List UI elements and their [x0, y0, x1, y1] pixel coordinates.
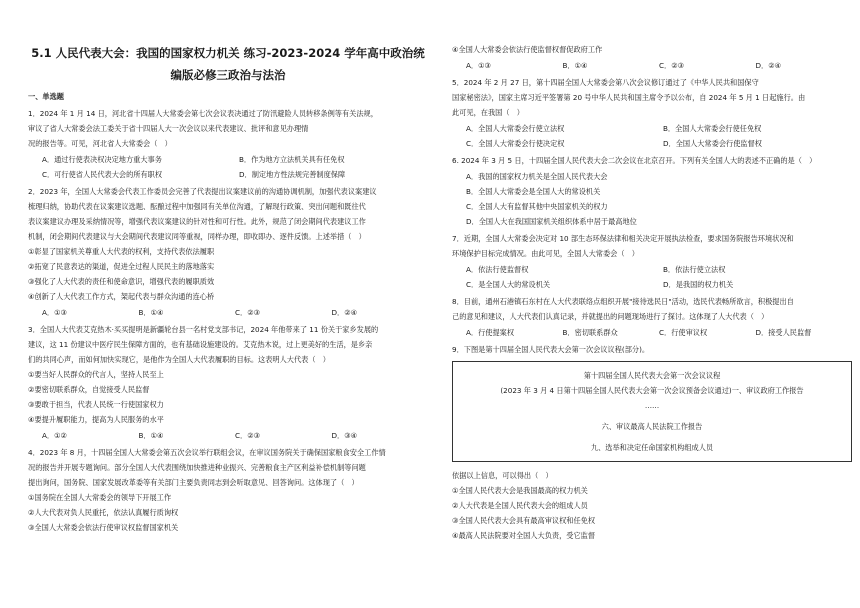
statement: ②拓宽了民意表达的渠道，促进全过程人民民主的落地落实: [28, 262, 215, 271]
question-text-line: 况的报告等。可见，河北省人大常委会（ ）: [28, 139, 172, 148]
question-text-line: 提出询问，国务院、国家发展改革委等有关部门主要负责同志到会听取意见、回答询问。这体现了（ ）: [28, 478, 359, 487]
statement: ①要当好人民群众的代言人，坚持人民至上: [28, 370, 164, 379]
option-a[interactable]: A．通过行使表决权决定地方重大事务: [42, 155, 162, 164]
question-7: [452, 231, 852, 292]
agenda-subheading: (2023 年 3 月 4 日第十四届全国人民代表大会第一次会议预备会议通过)一、审议政府工作报告: [500, 386, 804, 395]
statement-list: [452, 483, 852, 543]
question-text-line: 机制，闭会期间代表建议与大会期间代表建议同等重视，同样办理，即收即办、逐件反馈。上述举措（ ）: [28, 232, 366, 241]
option-d[interactable]: D．②④: [755, 61, 782, 70]
question-text-line: 9．下图是第十四届全国人民代表大会第一次会议议程(部分)。: [452, 345, 650, 354]
question-text-line: 表议案建议办理及采纳情况等，增强代表议案建议的针对性和可行性。此外，规范了闭会期间代表建议工作: [28, 217, 366, 226]
question-text-line: 国家秘密法》，国家主席习近平签署第 20 号中华人民共和国主席令予以公布，自 2024 年 5 月 1 日起施行。由: [452, 93, 806, 102]
answer-options: [466, 58, 852, 73]
option-a[interactable]: A．①③: [42, 308, 67, 317]
question-9: [452, 342, 852, 543]
option-c[interactable]: C．可行使省人民代表大会的所有职权: [42, 170, 163, 179]
question-text-line: 环境保护目标完成情况。由此可见，全国人大常委会（ ）: [452, 249, 639, 258]
agenda-heading: 第十四届全国人民代表大会第一次会议议程: [583, 371, 721, 380]
question-text-line: 4．2023 年 8 月，十四届全国人大常委会第五次会议举行联组会议，在审议国务院关于确保国家粮食安全工作情: [28, 448, 386, 457]
agenda-item: 九、选举和决定任命国家机构组成人员: [590, 443, 714, 452]
statement: ①彰显了国家机关尊重人大代表的权利，支持代表依法履职: [28, 247, 215, 256]
statement: ①国务院在全国人大常委会的领导下开展工作: [28, 493, 172, 502]
option-a[interactable]: A．全国人大常委会行使立法权: [466, 124, 565, 133]
question-text-line: 6. 2024 年 3 月 5 日，十四届全国人民代表大会二次会议在北京召开。下列有关全国人大的表述不正确的是（ ）: [452, 156, 817, 165]
option-a[interactable]: A．①③: [466, 61, 491, 70]
answer-options: [466, 262, 852, 292]
question-text-line: 况的报告并开展专题询问。部分全国人大代表围绕加快推进种业振兴、完善粮食主产区利益补偿机制等问题: [28, 463, 366, 472]
option-c[interactable]: C．是全国人大的常设机关: [466, 280, 551, 289]
option-b[interactable]: B．①④: [562, 61, 588, 70]
option-d[interactable]: D．③④: [331, 431, 358, 440]
option-b[interactable]: B．依法行使立法权: [663, 265, 726, 274]
option-c[interactable]: C．②③: [235, 431, 261, 440]
option-b[interactable]: B．密切联系群众: [562, 328, 618, 337]
question-text-line: 8．目前，通州石港镇石东村在人大代表联络点组织开展"接待选民日"活动，选民代表畅所欲言，积极提出自: [452, 297, 794, 306]
statement: ③强化了人大代表的责任和使命意识，增强代表的履职质效: [28, 277, 215, 286]
question-text-line: 此可见，在我国（ ）: [452, 108, 524, 117]
question-text-line: 3．全国人大代表艾克热木·买买提明是新疆轮台县一名村党支部书记，2024 年他带来了 11 份关于家乡发展的: [28, 325, 379, 334]
statement: ④创新了人大代表工作方式，架起代表与群众沟通的连心桥: [28, 292, 215, 301]
statement: ③全国人民代表大会具有最高审议权和任免权: [452, 516, 596, 525]
answer-options: [42, 428, 428, 443]
statement: ④要提升履职能力，提高为人民服务的水平: [28, 415, 164, 424]
statement-list: [28, 490, 428, 535]
statement: ③全国人大常委会依法行使审议权监督国家机关: [28, 523, 179, 532]
option-d[interactable]: D．全国人大在我国国家机关组织体系中居于最高地位: [466, 217, 637, 226]
statement: ①全国人民代表大会是我国最高的权力机关: [452, 486, 588, 495]
left-column: [28, 0, 428, 535]
statement-list: [452, 42, 852, 57]
statement: ④全国人大常委会依法行使监督权督促政府工作: [452, 45, 603, 54]
option-d[interactable]: D．②④: [331, 308, 358, 317]
option-a[interactable]: A．①②: [42, 431, 67, 440]
answer-options: [466, 121, 852, 151]
answer-options: [466, 169, 852, 229]
option-a[interactable]: A．行使提案权: [466, 328, 515, 337]
option-b[interactable]: B．全国人大常委会行使任免权: [663, 124, 762, 133]
statement: ②人大代表是全国人民代表大会的组成人员: [452, 501, 588, 510]
statement-list: [28, 367, 428, 427]
option-d[interactable]: D．是我国的权力机关: [663, 280, 734, 289]
option-d[interactable]: D．制定地方性法规完善制度保障: [239, 170, 346, 179]
question-3: [28, 322, 428, 443]
question-lead: 依据以上信息，可以得出（ ）: [452, 471, 553, 480]
statement: ②要密切联系群众，自觉接受人民监督: [28, 385, 150, 394]
question-text-line: 7．近期，全国人大常委会决定对 10 部生态环保法律和相关决定开展执法检查，要求国务院报告环境状况和: [452, 234, 794, 243]
option-a[interactable]: A．依法行使监督权: [466, 265, 529, 274]
question-text-line: 2．2023 年，全国人大常委会代表工作委员会完善了代表提出议案建议前的沟通协调机制，加强代表议案建议: [28, 187, 377, 196]
option-d[interactable]: D．接受人民监督: [755, 328, 812, 337]
question-text-line: 5．2024 年 2 月 27 日，第十四届全国人大常委会第八次会议修订通过了《中华人民共和国保守: [452, 78, 759, 87]
option-c[interactable]: C．②③: [235, 308, 261, 317]
question-8: [452, 294, 852, 340]
agenda-box: [452, 361, 852, 462]
statement-list: [28, 244, 428, 304]
question-2: [28, 184, 428, 320]
option-b[interactable]: B．作为地方立法机关具有任免权: [239, 155, 345, 164]
page-title: [28, 42, 428, 86]
option-b[interactable]: B．全国人大常委会是全国人大的常设机关: [466, 187, 601, 196]
option-b[interactable]: B．①④: [138, 431, 164, 440]
question-6: [452, 153, 852, 229]
agenda-ellipsis: ……: [644, 401, 660, 410]
answer-options: [42, 152, 428, 182]
option-b[interactable]: B．①④: [138, 308, 164, 317]
question-4: [28, 445, 428, 535]
section-heading: 一、单选题: [28, 92, 64, 101]
option-d[interactable]: D．全国人大常委会行使监督权: [663, 139, 762, 148]
statement: ④最高人民法院要对全国人大负责，受它监督: [452, 531, 596, 540]
question-text-line: 己的意见和建议，人大代表们认真记录，并就提出的问题现场进行了探讨。这体现了人大代表（ ）: [452, 312, 769, 321]
title-line-2: 编版必修三政治与法治: [170, 68, 286, 82]
option-c[interactable]: C．②③: [659, 61, 685, 70]
question-text-line: 梳理归纳，协助代表在议案建议选题、酝酿过程中加强同有关单位沟通，了解现行政策、突出问题和既往代: [28, 202, 366, 211]
right-column: [452, 42, 852, 543]
question-text-line: 1．2024 年 1 月 14 日，河北省十四届人大常委会第七次会议表决通过了防汛避险人员转移条例等有关法规，: [28, 109, 378, 118]
question-text-line: 建议，这 11 份建议中医疗民生保障方面的，也有基础设施建设的。艾克热木说，过上更美好的生活，是乡亲: [28, 340, 373, 349]
statement: ③要敢于担当，代表人民统一行使国家权力: [28, 400, 164, 409]
agenda-item: 六、审议最高人民法院工作报告: [601, 422, 703, 431]
question-1: [28, 106, 428, 182]
question-5: [452, 75, 852, 151]
option-c[interactable]: C．全国人大常委会行使决定权: [466, 139, 565, 148]
statement: ②人大代表对负人民重托，依法认真履行质询权: [28, 508, 179, 517]
option-c[interactable]: C．全国人大有监督其他中央国家机关的权力: [466, 202, 608, 211]
answer-options: [42, 305, 428, 320]
title-line-1: 5.1 人民代表大会：我国的国家权力机关 练习-2023-2024 学年高中政治统: [31, 46, 425, 60]
question-text-line: 审议了省人大常委会法工委关于省十四届人大一次会议以来代表建议、批评和意见办理情: [28, 124, 309, 133]
question-text-line: 们的共同心声，而如何加快实现它，是他作为全国人大代表履职的目标。这表明人大代表（ ）: [28, 355, 330, 364]
option-a[interactable]: A．我国的国家权力机关是全国人民代表大会: [466, 172, 608, 181]
answer-options: [466, 325, 852, 340]
option-c[interactable]: C．行使审议权: [659, 328, 708, 337]
question-4-continued: [452, 42, 852, 73]
